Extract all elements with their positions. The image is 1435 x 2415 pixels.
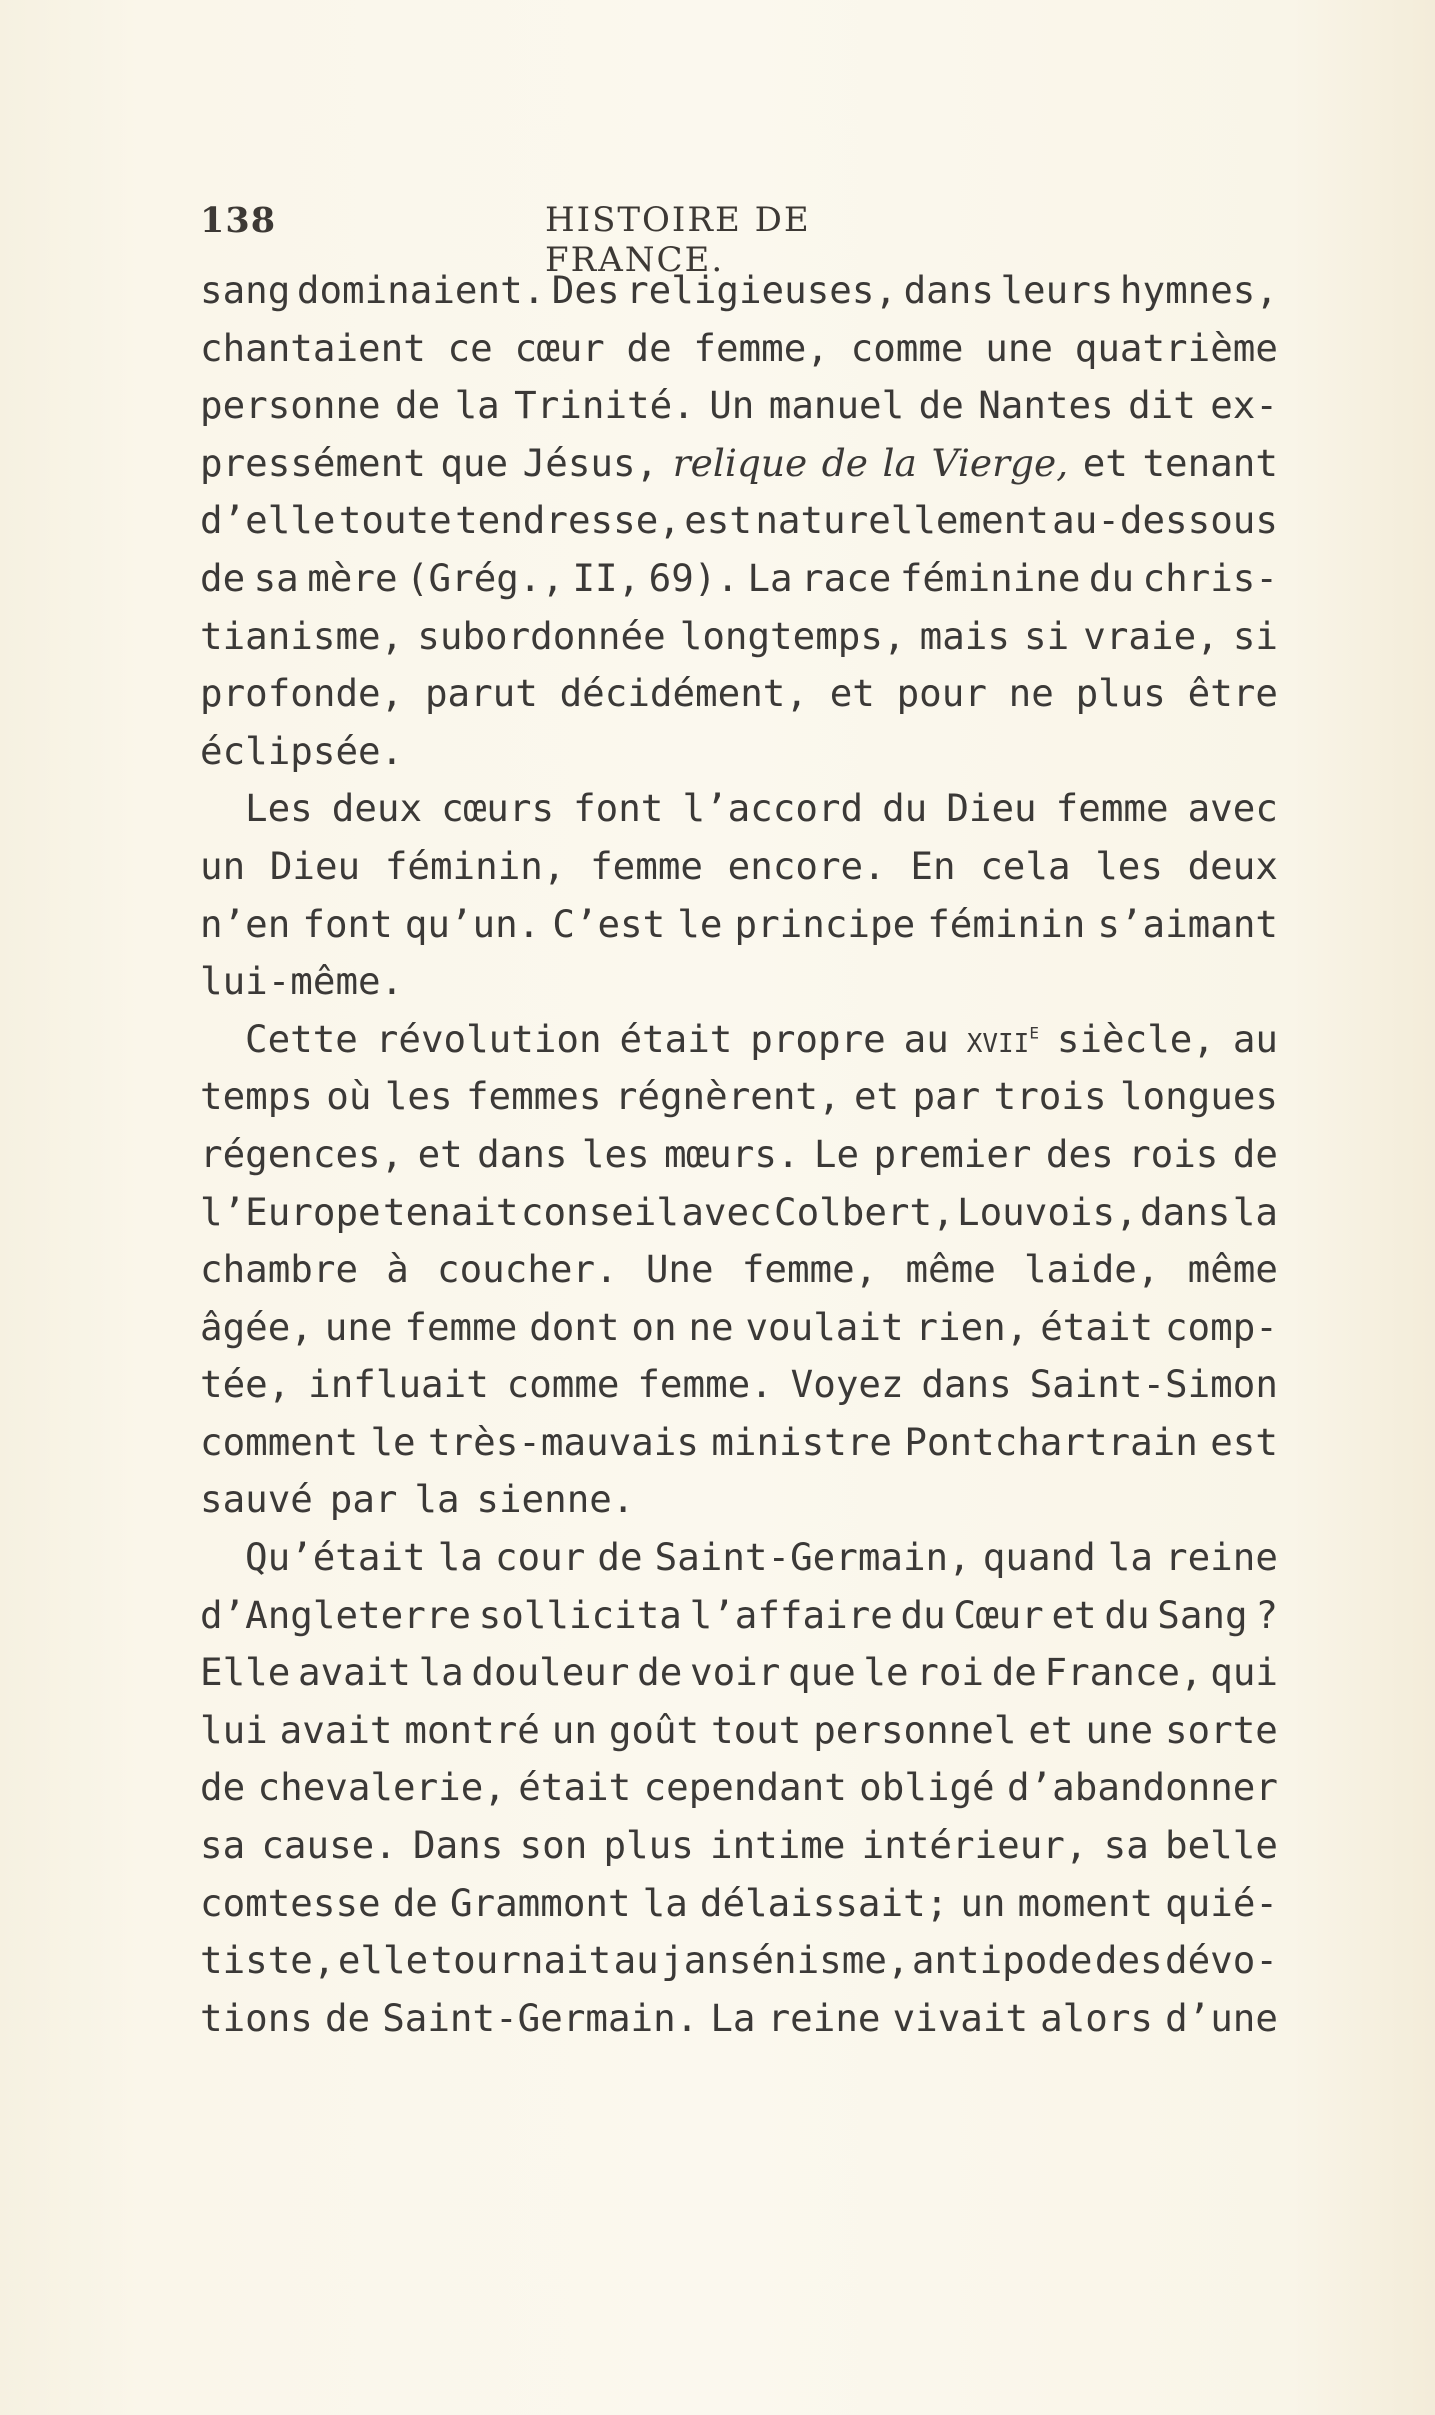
text-line bbox=[200, 435, 1278, 493]
text-line bbox=[200, 550, 1278, 608]
word: est bbox=[684, 498, 752, 543]
word: par bbox=[912, 1074, 981, 1119]
word: où bbox=[326, 1074, 372, 1119]
word: mère bbox=[307, 555, 398, 600]
word: Qu’était bbox=[245, 1535, 426, 1580]
word: sa bbox=[1103, 1823, 1149, 1868]
word: dit bbox=[1128, 383, 1196, 428]
word: à bbox=[386, 1247, 409, 1292]
word: les bbox=[1095, 843, 1163, 888]
word: leurs bbox=[1000, 268, 1114, 312]
word: cependant bbox=[643, 1765, 847, 1810]
word: la bbox=[882, 440, 917, 485]
word: est bbox=[1210, 1419, 1278, 1464]
word: Dieu bbox=[269, 843, 361, 888]
word: subordonnée bbox=[417, 613, 666, 658]
word: toute bbox=[338, 498, 452, 543]
word: avait bbox=[298, 1650, 411, 1695]
word: cela bbox=[980, 843, 1071, 888]
text-line bbox=[200, 1759, 1278, 1817]
text-line bbox=[200, 723, 1278, 781]
word: coucher. bbox=[437, 1247, 618, 1292]
text-line bbox=[200, 1817, 1278, 1875]
word: des bbox=[1094, 1938, 1163, 1983]
word: par bbox=[329, 1477, 398, 1522]
word: de bbox=[597, 1535, 643, 1580]
word: très-mauvais bbox=[427, 1419, 699, 1464]
text-line bbox=[200, 1529, 1278, 1587]
word: chris- bbox=[1142, 555, 1278, 600]
word: féminine bbox=[899, 555, 1081, 600]
word: et bbox=[417, 1131, 463, 1176]
word: sa bbox=[200, 1823, 246, 1868]
word: France, bbox=[1044, 1650, 1203, 1695]
word: avec bbox=[681, 1189, 772, 1234]
word: deux bbox=[331, 786, 423, 831]
word: de bbox=[918, 383, 964, 428]
word: quand bbox=[982, 1535, 1096, 1580]
word: Elle bbox=[200, 1650, 291, 1695]
word: du bbox=[1088, 555, 1135, 600]
word: La bbox=[747, 555, 793, 600]
word: sa bbox=[253, 555, 299, 600]
word: Voyez bbox=[790, 1362, 904, 1407]
word: lui-même. bbox=[200, 959, 404, 1004]
word: femme. bbox=[637, 1362, 773, 1407]
word: Dans bbox=[413, 1823, 504, 1868]
word: de bbox=[200, 555, 246, 600]
text-line bbox=[200, 1126, 1278, 1184]
word: âgée, bbox=[200, 1304, 313, 1349]
word: rois bbox=[1128, 1131, 1219, 1176]
text-line bbox=[200, 1990, 1278, 2048]
word: voulait bbox=[745, 1304, 904, 1349]
word: ne bbox=[688, 1304, 734, 1349]
word: pressément bbox=[200, 440, 426, 485]
word: femme, bbox=[693, 325, 829, 370]
word: ce bbox=[447, 325, 493, 370]
word: que bbox=[440, 440, 509, 485]
word: de bbox=[395, 383, 441, 428]
word: Jésus, bbox=[522, 440, 659, 485]
word: chantaient bbox=[200, 325, 426, 370]
word: Saint-Germain. bbox=[382, 1995, 699, 2040]
word: Dieu bbox=[946, 786, 1037, 831]
word: Le bbox=[813, 1131, 860, 1176]
word: comtesse bbox=[200, 1880, 381, 1925]
word: de bbox=[637, 1650, 683, 1695]
word: reine bbox=[1165, 1535, 1278, 1580]
word: relique bbox=[672, 440, 808, 485]
text-line bbox=[200, 1068, 1278, 1126]
word: Louvois, bbox=[957, 1189, 1138, 1234]
word: une bbox=[324, 1304, 393, 1349]
text-line bbox=[200, 262, 1278, 320]
word: éclipsée. bbox=[200, 728, 404, 773]
word: tournait bbox=[430, 1938, 612, 1983]
word: féminin, bbox=[384, 843, 566, 888]
word: race bbox=[801, 555, 892, 600]
text-line bbox=[200, 1241, 1278, 1299]
text-line bbox=[200, 608, 1278, 666]
word: lui bbox=[200, 1707, 268, 1752]
word: xvii$^e$ bbox=[966, 1016, 1039, 1061]
word: (Grég., bbox=[405, 555, 565, 600]
word: Cette bbox=[245, 1016, 358, 1061]
text-line bbox=[200, 1299, 1278, 1357]
word: cœur bbox=[514, 325, 605, 370]
word: de bbox=[626, 325, 672, 370]
word: le bbox=[677, 901, 723, 946]
word: la bbox=[414, 1477, 460, 1522]
word: avec bbox=[1187, 786, 1278, 831]
word: Une bbox=[645, 1247, 714, 1292]
word: vivait bbox=[892, 1995, 1029, 2040]
word: un bbox=[960, 1880, 1006, 1925]
word: intérieur, bbox=[861, 1823, 1088, 1868]
word: la bbox=[1107, 1535, 1153, 1580]
text-line bbox=[200, 1932, 1278, 1990]
word: s’aimant bbox=[1097, 901, 1278, 946]
text-line bbox=[200, 377, 1278, 435]
word: profonde, bbox=[200, 671, 404, 716]
word: était bbox=[1040, 1304, 1154, 1349]
word: la bbox=[454, 383, 500, 428]
word: ne bbox=[1008, 671, 1054, 716]
word: religieuses, bbox=[626, 268, 898, 312]
text-line bbox=[200, 1702, 1278, 1760]
word: moment bbox=[1017, 1880, 1154, 1925]
word: au bbox=[1232, 1016, 1278, 1061]
word: dans bbox=[1140, 1189, 1231, 1234]
word: n’en bbox=[200, 901, 291, 946]
word: comme bbox=[506, 1362, 620, 1407]
word: II, bbox=[572, 555, 641, 600]
word: vraie, bbox=[1083, 613, 1219, 658]
word: si bbox=[1024, 613, 1070, 658]
word: tianisme, bbox=[200, 613, 404, 658]
word: et bbox=[1051, 1592, 1097, 1637]
word: chevalerie, bbox=[257, 1765, 506, 1810]
word: et bbox=[1082, 440, 1128, 485]
word: laide, bbox=[1023, 1247, 1160, 1292]
word: dans bbox=[903, 268, 994, 312]
word: quié- bbox=[1165, 1880, 1278, 1925]
word: la bbox=[437, 1535, 483, 1580]
word: sang bbox=[200, 268, 291, 312]
word: la bbox=[418, 1650, 464, 1695]
word: femme, bbox=[741, 1247, 878, 1292]
word: deux bbox=[1187, 843, 1278, 888]
word: longtemps, bbox=[679, 613, 906, 658]
word: parut bbox=[424, 671, 538, 716]
word: le bbox=[370, 1419, 416, 1464]
word: de bbox=[324, 1995, 371, 2040]
word: longues bbox=[1119, 1074, 1278, 1119]
word: montré bbox=[404, 1707, 540, 1752]
word: mœurs. bbox=[664, 1131, 800, 1176]
word: temps bbox=[200, 1074, 313, 1119]
word: tiste, bbox=[200, 1938, 336, 1983]
word: du bbox=[1104, 1592, 1150, 1637]
word: Les bbox=[245, 786, 313, 831]
word: au bbox=[613, 1938, 659, 1983]
word: intime bbox=[710, 1823, 846, 1868]
word: révolution bbox=[375, 1016, 602, 1061]
word: influait bbox=[308, 1362, 489, 1407]
word: les bbox=[581, 1131, 650, 1176]
word: La bbox=[710, 1995, 756, 2040]
word: sorte bbox=[1164, 1707, 1278, 1752]
word: trois bbox=[993, 1074, 1107, 1119]
word: Sang bbox=[1157, 1592, 1248, 1637]
word: tenait bbox=[383, 1189, 519, 1234]
word: Saint-Germain, bbox=[654, 1535, 971, 1580]
word: avait bbox=[279, 1707, 393, 1752]
text-line bbox=[200, 838, 1278, 896]
word: plus bbox=[1075, 671, 1166, 716]
word: même bbox=[1187, 1247, 1278, 1292]
word: Un bbox=[709, 383, 755, 428]
word: ? bbox=[1255, 1592, 1278, 1637]
word: pour bbox=[896, 671, 987, 716]
text-line bbox=[200, 953, 1278, 1011]
word: et bbox=[1028, 1707, 1074, 1752]
word: jansénisme, bbox=[661, 1938, 910, 1983]
word: qu’un. bbox=[404, 901, 541, 946]
word: d’Angleterre bbox=[200, 1592, 471, 1637]
word: alors bbox=[1040, 1995, 1153, 2040]
word: mais bbox=[919, 613, 1010, 658]
word: la bbox=[1232, 1189, 1278, 1234]
word: femme bbox=[1055, 786, 1169, 831]
word: tée, bbox=[200, 1362, 291, 1407]
word: ex- bbox=[1210, 383, 1278, 428]
word: féminin bbox=[927, 901, 1086, 946]
text-line bbox=[200, 896, 1278, 954]
word: régnèrent, bbox=[614, 1074, 841, 1119]
word: chambre bbox=[200, 1247, 359, 1292]
word: qui bbox=[1210, 1650, 1278, 1695]
word: quatrième bbox=[1074, 325, 1278, 370]
word: obligé bbox=[859, 1765, 995, 1810]
text-line bbox=[200, 320, 1278, 378]
text-line bbox=[200, 665, 1278, 723]
word: de bbox=[1232, 1131, 1278, 1176]
word: femme bbox=[404, 1304, 518, 1349]
word: Vierge, bbox=[931, 440, 1069, 485]
word: En bbox=[910, 843, 956, 888]
word: l’accord bbox=[682, 786, 864, 831]
word: font bbox=[302, 901, 393, 946]
word: le bbox=[863, 1650, 909, 1695]
word: voir bbox=[690, 1650, 781, 1695]
word: elle bbox=[337, 1938, 429, 1983]
word: C’est bbox=[552, 901, 666, 946]
word: la bbox=[642, 1880, 688, 1925]
word: naturellement bbox=[755, 498, 1049, 543]
word: dans bbox=[477, 1131, 568, 1176]
text-line bbox=[200, 780, 1278, 838]
word: cause. bbox=[261, 1823, 397, 1868]
word: comp- bbox=[1164, 1304, 1278, 1349]
word: au-dessous bbox=[1052, 498, 1278, 543]
word: tendresse, bbox=[455, 498, 681, 543]
text-line bbox=[200, 1011, 1278, 1069]
word: font bbox=[573, 786, 664, 831]
word: comme bbox=[850, 325, 964, 370]
word: sienne. bbox=[476, 1477, 635, 1522]
word: tions bbox=[200, 1995, 313, 2040]
word: régences, bbox=[200, 1131, 404, 1176]
word: même bbox=[905, 1247, 996, 1292]
word: roi bbox=[916, 1650, 984, 1695]
word: Colbert, bbox=[774, 1189, 955, 1234]
page-number: 138 bbox=[200, 200, 277, 241]
word: on bbox=[631, 1304, 677, 1349]
word: tout bbox=[711, 1707, 802, 1752]
word: une bbox=[985, 325, 1053, 370]
word: cour bbox=[494, 1535, 586, 1580]
word: manuel bbox=[768, 383, 905, 428]
text-line bbox=[200, 492, 1278, 550]
word: de bbox=[991, 1650, 1037, 1695]
word: sauvé bbox=[200, 1477, 313, 1522]
word: dont bbox=[529, 1304, 620, 1349]
word: que bbox=[788, 1650, 856, 1695]
word: personne bbox=[200, 383, 381, 428]
word: un bbox=[200, 843, 246, 888]
word: 69). bbox=[648, 555, 739, 600]
word: ministre bbox=[711, 1419, 892, 1464]
word: Saint-Simon bbox=[1029, 1362, 1278, 1407]
word: Des bbox=[551, 268, 620, 312]
word: goût bbox=[608, 1707, 700, 1752]
text-line bbox=[200, 1356, 1278, 1414]
text-line bbox=[200, 1414, 1278, 1472]
word: dans bbox=[921, 1362, 1012, 1407]
word: reine bbox=[767, 1995, 881, 2040]
word: belle bbox=[1165, 1823, 1278, 1868]
word: un bbox=[551, 1707, 597, 1752]
body-text bbox=[200, 262, 1278, 2047]
word: douleur bbox=[471, 1650, 630, 1695]
word: décidément, bbox=[559, 671, 808, 716]
word: personnel bbox=[813, 1707, 1017, 1752]
word: de bbox=[392, 1880, 438, 1925]
word: propre bbox=[750, 1016, 886, 1061]
word: l’Europe bbox=[200, 1189, 381, 1234]
running-head bbox=[200, 200, 960, 280]
word: dévo- bbox=[1165, 1938, 1278, 1983]
text-line bbox=[200, 1875, 1278, 1933]
word: l’affaire bbox=[689, 1592, 893, 1637]
text-line bbox=[200, 1644, 1278, 1702]
word: Grammont bbox=[449, 1880, 631, 1925]
word: était bbox=[619, 1016, 733, 1061]
word: siècle, bbox=[1056, 1016, 1215, 1061]
word: Cœur bbox=[953, 1592, 1044, 1637]
word: les bbox=[384, 1074, 453, 1119]
word: cœurs bbox=[441, 786, 555, 831]
word: femme bbox=[590, 843, 703, 888]
word: du bbox=[900, 1592, 946, 1637]
word: dominaient. bbox=[296, 268, 546, 312]
word: encore. bbox=[727, 843, 886, 888]
text-line bbox=[200, 1587, 1278, 1645]
word: comment bbox=[200, 1419, 359, 1464]
word: délaissait; bbox=[699, 1880, 949, 1925]
word: conseil bbox=[520, 1189, 679, 1234]
word: Trinité. bbox=[514, 383, 695, 428]
running-title: HISTOIRE DE FRANCE. bbox=[545, 200, 811, 280]
word: de bbox=[821, 440, 868, 485]
word: de bbox=[200, 1765, 246, 1810]
word: une bbox=[1085, 1707, 1154, 1752]
word: et bbox=[853, 1074, 900, 1119]
word: d’elle bbox=[200, 498, 336, 543]
text-line bbox=[200, 1471, 1278, 1529]
word: Nantes bbox=[978, 383, 1114, 428]
word: femmes bbox=[465, 1074, 602, 1119]
word: était bbox=[518, 1765, 632, 1810]
text-line bbox=[200, 1184, 1278, 1242]
word: d’abandonner bbox=[1007, 1765, 1278, 1810]
word: Pontchartrain bbox=[904, 1419, 1198, 1464]
word: être bbox=[1187, 671, 1278, 716]
word: premier bbox=[873, 1131, 1032, 1176]
word: antipode bbox=[911, 1938, 1093, 1983]
word: du bbox=[882, 786, 928, 831]
word: si bbox=[1232, 613, 1278, 658]
word: sollicita bbox=[478, 1592, 682, 1637]
word: son bbox=[519, 1823, 588, 1868]
word: au bbox=[903, 1016, 949, 1061]
word: des bbox=[1045, 1131, 1114, 1176]
word: tenant bbox=[1142, 440, 1278, 485]
word: et bbox=[829, 671, 875, 716]
word: principe bbox=[734, 901, 916, 946]
word: rien, bbox=[915, 1304, 1029, 1349]
word: hymnes, bbox=[1119, 268, 1278, 312]
word: plus bbox=[603, 1823, 694, 1868]
word: d’une bbox=[1165, 1995, 1278, 2040]
